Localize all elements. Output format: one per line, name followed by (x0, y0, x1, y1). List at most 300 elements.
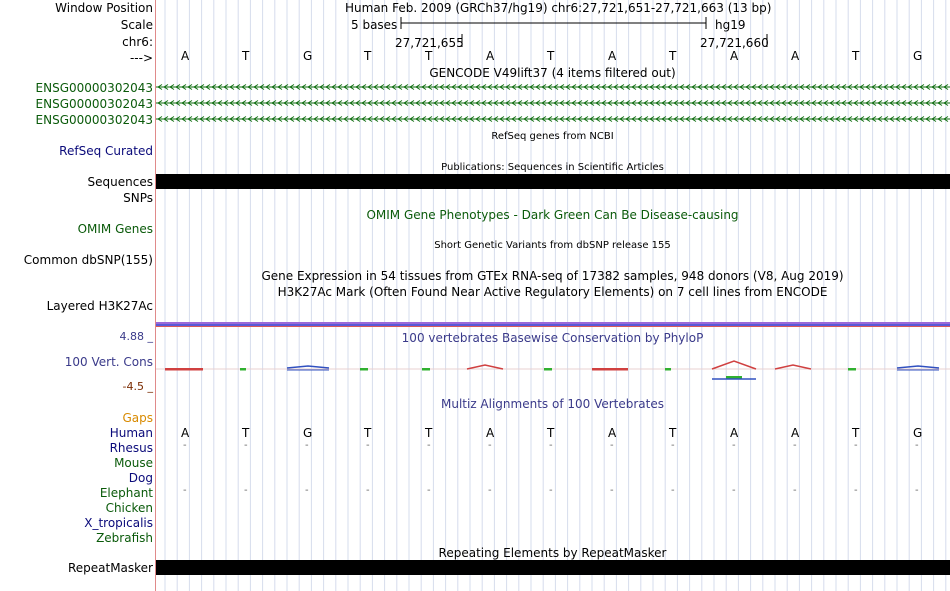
gene-strand-arrow (260, 85, 264, 90)
human-base-12: G (913, 426, 923, 440)
gene-strand-arrow (206, 117, 210, 122)
gene-strand-arrow (680, 101, 684, 106)
gene-strand-arrow (584, 101, 588, 106)
gene-strand-arrow (830, 85, 834, 90)
pubs-title[interactable]: Publications: Sequences in Scientific Articles (441, 162, 664, 173)
gene-strand-arrow (350, 117, 354, 122)
gene-strand-arrow (920, 117, 924, 122)
gene-strand-arrow (710, 101, 714, 106)
gene-strand-arrow (602, 85, 606, 90)
align-dash: - (427, 485, 431, 496)
repeat-label[interactable]: RepeatMasker (67, 561, 153, 575)
gene-strand-arrow (434, 101, 438, 106)
gene-strand-arrow (398, 101, 402, 106)
strand-label: ---> (129, 51, 153, 65)
phylop-mark (544, 368, 552, 371)
gene-strand-arrow (812, 101, 816, 106)
gene-strand-arrow (938, 101, 942, 106)
snps-label[interactable]: SNPs (123, 191, 153, 205)
gene-strand-arrow (794, 85, 798, 90)
gene-strand-arrow (194, 101, 198, 106)
gene-strand-arrow (908, 101, 912, 106)
gene-strand-arrow (554, 117, 558, 122)
gene-strand-arrow (518, 85, 522, 90)
align-dash: - (854, 440, 858, 451)
phylop-mark (287, 366, 329, 368)
phylop-mark (360, 368, 368, 371)
gene-strand-arrow (638, 85, 642, 90)
gene-strand-arrow (878, 85, 882, 90)
omim-label[interactable]: OMIM Genes (77, 222, 153, 236)
gene-strand-arrow (344, 85, 348, 90)
gene-strand-arrow (752, 85, 756, 90)
gene-strand-arrow (338, 101, 342, 106)
align-dash: - (244, 485, 248, 496)
gene-strand-arrow (284, 117, 288, 122)
gene-strand-arrow (584, 85, 588, 90)
phylop-mark (467, 365, 503, 369)
gene-strand-arrow (800, 85, 804, 90)
gene-strand-arrow (236, 101, 240, 106)
gene-strand-arrow (446, 85, 450, 90)
gene-strand-arrow (704, 117, 708, 122)
gene-strand-arrow (476, 117, 480, 122)
gene-strand-arrow (548, 117, 552, 122)
gene-strand-arrow (584, 117, 588, 122)
gene-strand-arrow (530, 85, 534, 90)
gene-strand-arrow (350, 85, 354, 90)
gene-strand-arrow (482, 85, 486, 90)
gene-strand-arrow (416, 85, 420, 90)
phylop-mark (165, 368, 203, 371)
species-label-dog[interactable]: Dog (128, 471, 153, 485)
gene-strand-arrow (272, 117, 276, 122)
gene-strand-arrow (290, 85, 294, 90)
gene-strand-arrow (644, 85, 648, 90)
gene-strand-arrow (434, 117, 438, 122)
gene-strand-arrow (368, 101, 372, 106)
omim-title[interactable]: OMIM Gene Phenotypes - Dark Green Can Be Disease-causing (366, 208, 739, 222)
base-9: A (730, 49, 739, 63)
gene-strand-arrow (782, 85, 786, 90)
gene-strand-arrow (344, 101, 348, 106)
gene-strand-arrow (884, 117, 888, 122)
align-dash: - (671, 485, 675, 496)
gtex-title[interactable]: Gene Expression in 54 tissues from GTEx RNA-seq of 17382 samples, 948 donors (V8, Aug 2019) (261, 269, 844, 283)
gene-strand-arrow (872, 101, 876, 106)
gene-strand-arrow (710, 85, 714, 90)
gene-strand-arrow (428, 101, 432, 106)
dbsnp-label[interactable]: Common dbSNP(155) (23, 253, 153, 267)
species-label-zebrafish[interactable]: Zebrafish (96, 531, 153, 545)
align-dash: - (366, 440, 370, 451)
human-base-7: A (608, 426, 617, 440)
gene-strand-arrow (218, 101, 222, 106)
align-dash: - (854, 485, 858, 496)
gene-strand-arrow (902, 85, 906, 90)
gene-strand-arrow (386, 101, 390, 106)
gene-strand-arrow (200, 85, 204, 90)
gene-strand-arrow (416, 101, 420, 106)
gene-strand-arrow (506, 117, 510, 122)
gene-strand-arrow (206, 101, 210, 106)
gene-strand-arrow (692, 117, 696, 122)
gene-strand-arrow (818, 85, 822, 90)
gene-strand-arrow (320, 85, 324, 90)
gene-strand-arrow (764, 85, 768, 90)
gene-strand-arrow (770, 85, 774, 90)
gene-strand-arrow (326, 101, 330, 106)
phylop-mark (665, 368, 671, 371)
gene-strand-arrow (590, 101, 594, 106)
gene-strand-arrow (716, 117, 720, 122)
gene-strand-arrow (464, 85, 468, 90)
gene-strand-arrow (740, 117, 744, 122)
gene-strand-arrow (278, 85, 282, 90)
gene-strand-arrow (320, 101, 324, 106)
gene-strand-arrow (674, 101, 678, 106)
gene-strand-arrow (860, 101, 864, 106)
gene-strand-arrow (302, 117, 306, 122)
gene-strand-arrow (350, 101, 354, 106)
gene-strand-arrow (632, 85, 636, 90)
gene-strand-arrow (890, 85, 894, 90)
gene-strand-arrow (266, 101, 270, 106)
human-base-9: A (730, 426, 739, 440)
gene-strand-arrow (878, 101, 882, 106)
gene-strand-arrow (524, 85, 528, 90)
gene-strand-arrow (914, 85, 918, 90)
gene-strand-arrow (854, 117, 858, 122)
gene-strand-arrow (170, 101, 174, 106)
phylop-mark (240, 368, 246, 371)
gene-strand-arrow (428, 85, 432, 90)
gene-strand-arrow (836, 117, 840, 122)
gene-strand-arrow (572, 117, 576, 122)
gene-strand-arrow (680, 85, 684, 90)
gene-strand-arrow (818, 117, 822, 122)
gene-strand-arrow (914, 117, 918, 122)
gene-strand-arrow (650, 101, 654, 106)
gencode-gene-3[interactable]: ENSG00000302043 (35, 113, 153, 127)
align-dash: - (244, 440, 248, 451)
refseq-title[interactable]: RefSeq genes from NCBI (491, 131, 614, 142)
gene-strand-arrow (920, 85, 924, 90)
gene-strand-arrow (788, 85, 792, 90)
gene-strand-arrow (176, 85, 180, 90)
phylop-min: -4.5 _ (122, 380, 153, 393)
gene-strand-arrow (944, 101, 948, 106)
gene-strand-arrow (890, 117, 894, 122)
h3k27-band (156, 324, 950, 326)
dbsnp-title[interactable]: Short Genetic Variants from dbSNP release 155 (434, 240, 671, 251)
gene-strand-arrow (386, 117, 390, 122)
gene-strand-arrow (506, 101, 510, 106)
gene-strand-arrow (662, 101, 666, 106)
gene-strand-arrow (866, 85, 870, 90)
gene-strand-arrow (698, 101, 702, 106)
species-label-x_tropicalis[interactable]: X_tropicalis (84, 516, 153, 530)
base-6: T (547, 49, 555, 63)
gene-strand-arrow (494, 117, 498, 122)
gene-strand-arrow (212, 85, 216, 90)
gene-strand-arrow (308, 101, 312, 106)
gene-strand-arrow (740, 85, 744, 90)
gene-strand-arrow (470, 85, 474, 90)
gene-strand-arrow (596, 117, 600, 122)
gene-strand-arrow (932, 101, 936, 106)
gene-strand-arrow (884, 85, 888, 90)
gene-strand-arrow (404, 117, 408, 122)
refseq-label[interactable]: RefSeq Curated (59, 144, 153, 158)
gene-strand-arrow (716, 101, 720, 106)
gene-strand-arrow (638, 117, 642, 122)
gene-strand-arrow (710, 117, 714, 122)
gene-strand-arrow (542, 117, 546, 122)
gene-strand-arrow (914, 101, 918, 106)
gene-strand-arrow (728, 101, 732, 106)
gene-strand-arrow (416, 117, 420, 122)
phylop-label[interactable]: 100 Vert. Cons (64, 355, 153, 369)
gene-strand-arrow (302, 85, 306, 90)
gene-strand-arrow (692, 101, 696, 106)
gene-strand-arrow (686, 117, 690, 122)
gene-strand-arrow (578, 117, 582, 122)
human-base-4: T (425, 426, 433, 440)
gene-strand-arrow (722, 101, 726, 106)
gene-strand-arrow (404, 85, 408, 90)
align-dash: - (366, 485, 370, 496)
species-label-rhesus[interactable]: Rhesus (109, 441, 153, 455)
gene-strand-arrow (296, 101, 300, 106)
species-label-chicken[interactable]: Chicken (105, 501, 153, 515)
gene-strand-arrow (308, 117, 312, 122)
h3k27-title[interactable]: H3K27Ac Mark (Often Found Near Active Regulatory Elements) on 7 cell lines from ENCODE (277, 285, 828, 299)
gene-strand-arrow (908, 85, 912, 90)
gene-strand-arrow (500, 101, 504, 106)
repeat-title[interactable]: Repeating Elements by RepeatMasker (438, 546, 667, 560)
gene-strand-arrow (662, 85, 666, 90)
gene-strand-arrow (410, 101, 414, 106)
coord-right: 27,721,660 (700, 36, 769, 50)
gene-strand-arrow (902, 117, 906, 122)
gene-strand-arrow (848, 85, 852, 90)
human-base-1: T (242, 426, 250, 440)
gene-strand-arrow (158, 101, 162, 106)
human-base-10: A (791, 426, 800, 440)
gene-strand-arrow (806, 85, 810, 90)
gene-strand-arrow (290, 117, 294, 122)
gene-strand-arrow (518, 117, 522, 122)
gene-strand-arrow (206, 85, 210, 90)
gene-strand-arrow (248, 85, 252, 90)
align-dash: - (610, 440, 614, 451)
gene-strand-arrow (242, 101, 246, 106)
gene-strand-arrow (224, 85, 228, 90)
gene-strand-arrow (590, 117, 594, 122)
sequences-label[interactable]: Sequences (87, 175, 153, 189)
gene-strand-arrow (626, 101, 630, 106)
gene-strand-arrow (758, 101, 762, 106)
gene-strand-arrow (170, 85, 174, 90)
gene-strand-arrow (872, 117, 876, 122)
gene-strand-arrow (902, 101, 906, 106)
gene-strand-arrow (860, 117, 864, 122)
gene-strand-arrow (662, 117, 666, 122)
gene-strand-arrow (896, 117, 900, 122)
scale-label: Scale (120, 18, 153, 32)
gene-strand-arrow (500, 85, 504, 90)
align-dash: - (793, 440, 797, 451)
gene-strand-arrow (218, 85, 222, 90)
align-dash: - (915, 485, 919, 496)
repeatmasker-bar (156, 560, 950, 575)
gene-strand-arrow (776, 85, 780, 90)
h3k27-label[interactable]: Layered H3K27Ac (46, 299, 153, 313)
gene-strand-arrow (500, 117, 504, 122)
gene-strand-arrow (800, 101, 804, 106)
gene-strand-arrow (830, 117, 834, 122)
gene-strand-arrow (212, 117, 216, 122)
gene-strand-arrow (536, 85, 540, 90)
gene-strand-arrow (488, 117, 492, 122)
gene-strand-arrow (530, 101, 534, 106)
gene-strand-arrow (620, 101, 624, 106)
gene-strand-arrow (656, 117, 660, 122)
gene-strand-arrow (578, 85, 582, 90)
gene-strand-arrow (530, 117, 534, 122)
align-dash: - (671, 440, 675, 451)
human-base-5: A (486, 426, 495, 440)
gene-strand-arrow (176, 117, 180, 122)
gene-strand-arrow (440, 101, 444, 106)
gene-strand-arrow (860, 85, 864, 90)
species-label-elephant[interactable]: Elephant (99, 486, 153, 500)
gene-strand-arrow (542, 85, 546, 90)
gene-strand-arrow (602, 101, 606, 106)
gene-strand-arrow (866, 117, 870, 122)
gene-strand-arrow (494, 85, 498, 90)
gene-strand-arrow (920, 101, 924, 106)
multiz-title[interactable]: Multiz Alignments of 100 Vertebrates (440, 397, 665, 411)
gene-strand-arrow (782, 117, 786, 122)
gene-strand-arrow (620, 117, 624, 122)
gene-strand-arrow (554, 85, 558, 90)
align-dash: - (732, 440, 736, 451)
base-0: A (181, 49, 190, 63)
gene-strand-arrow (536, 117, 540, 122)
gene-strand-arrow (752, 117, 756, 122)
gene-strand-arrow (938, 117, 942, 122)
gencode-gene-2[interactable]: ENSG00000302043 (35, 97, 153, 111)
gene-strand-arrow (482, 117, 486, 122)
gene-strand-arrow (872, 85, 876, 90)
gene-strand-arrow (638, 101, 642, 106)
gene-strand-arrow (548, 101, 552, 106)
gene-strand-arrow (560, 101, 564, 106)
gene-strand-arrow (458, 117, 462, 122)
gene-strand-arrow (818, 101, 822, 106)
gene-strand-arrow (332, 117, 336, 122)
gene-strand-arrow (410, 85, 414, 90)
gene-strand-arrow (374, 117, 378, 122)
gene-strand-arrow (770, 101, 774, 106)
gene-strand-arrow (278, 101, 282, 106)
gene-strand-arrow (434, 85, 438, 90)
gene-strand-arrow (566, 101, 570, 106)
gene-strand-arrow (608, 117, 612, 122)
gene-strand-arrow (368, 117, 372, 122)
gene-strand-arrow (332, 101, 336, 106)
gene-strand-arrow (188, 117, 192, 122)
gencode-title[interactable]: GENCODE V49lift37 (4 items filtered out) (429, 66, 676, 80)
gene-strand-arrow (266, 85, 270, 90)
gene-strand-arrow (620, 85, 624, 90)
gene-strand-arrow (668, 117, 672, 122)
gene-strand-arrow (758, 117, 762, 122)
human-base-3: T (364, 426, 372, 440)
gencode-gene-1[interactable]: ENSG00000302043 (35, 81, 153, 95)
gene-strand-arrow (782, 101, 786, 106)
gene-strand-arrow (182, 117, 186, 122)
gene-strand-arrow (722, 117, 726, 122)
gene-strand-arrow (272, 101, 276, 106)
gene-strand-arrow (746, 117, 750, 122)
gene-strand-arrow (938, 85, 942, 90)
gaps-label[interactable]: Gaps (122, 411, 153, 425)
species-label-mouse[interactable]: Mouse (114, 456, 153, 470)
gene-strand-arrow (836, 85, 840, 90)
gene-strand-arrow (470, 117, 474, 122)
gene-strand-arrow (764, 101, 768, 106)
human-base-6: T (547, 426, 555, 440)
gene-strand-arrow (806, 101, 810, 106)
gene-strand-arrow (428, 117, 432, 122)
gene-strand-arrow (182, 85, 186, 90)
gene-strand-arrow (788, 101, 792, 106)
align-dash: - (610, 485, 614, 496)
gene-strand-arrow (800, 117, 804, 122)
coord-left: 27,721,655 (395, 36, 464, 50)
gene-strand-arrow (716, 85, 720, 90)
gene-strand-arrow (746, 85, 750, 90)
align-dash: - (732, 485, 736, 496)
gene-strand-arrow (776, 117, 780, 122)
gene-strand-arrow (746, 101, 750, 106)
gene-strand-arrow (626, 85, 630, 90)
gene-strand-arrow (728, 85, 732, 90)
gene-strand-arrow (548, 85, 552, 90)
gene-strand-arrow (602, 117, 606, 122)
gene-strand-arrow (842, 117, 846, 122)
gene-strand-arrow (608, 85, 612, 90)
gene-strand-arrow (896, 101, 900, 106)
h3k27-band (156, 322, 950, 324)
gene-strand-arrow (194, 85, 198, 90)
gene-strand-arrow (164, 101, 168, 106)
gene-strand-arrow (452, 85, 456, 90)
gene-strand-arrow (314, 85, 318, 90)
phylop-title[interactable]: 100 vertebrates Basewise Conservation by PhyloP (401, 331, 704, 345)
gene-strand-arrow (164, 117, 168, 122)
gene-strand-arrow (464, 101, 468, 106)
gene-strand-arrow (656, 85, 660, 90)
align-dash: - (793, 485, 797, 496)
gene-strand-arrow (512, 117, 516, 122)
gene-strand-arrow (308, 85, 312, 90)
species-label-human[interactable]: Human (109, 426, 153, 440)
gene-strand-arrow (806, 117, 810, 122)
